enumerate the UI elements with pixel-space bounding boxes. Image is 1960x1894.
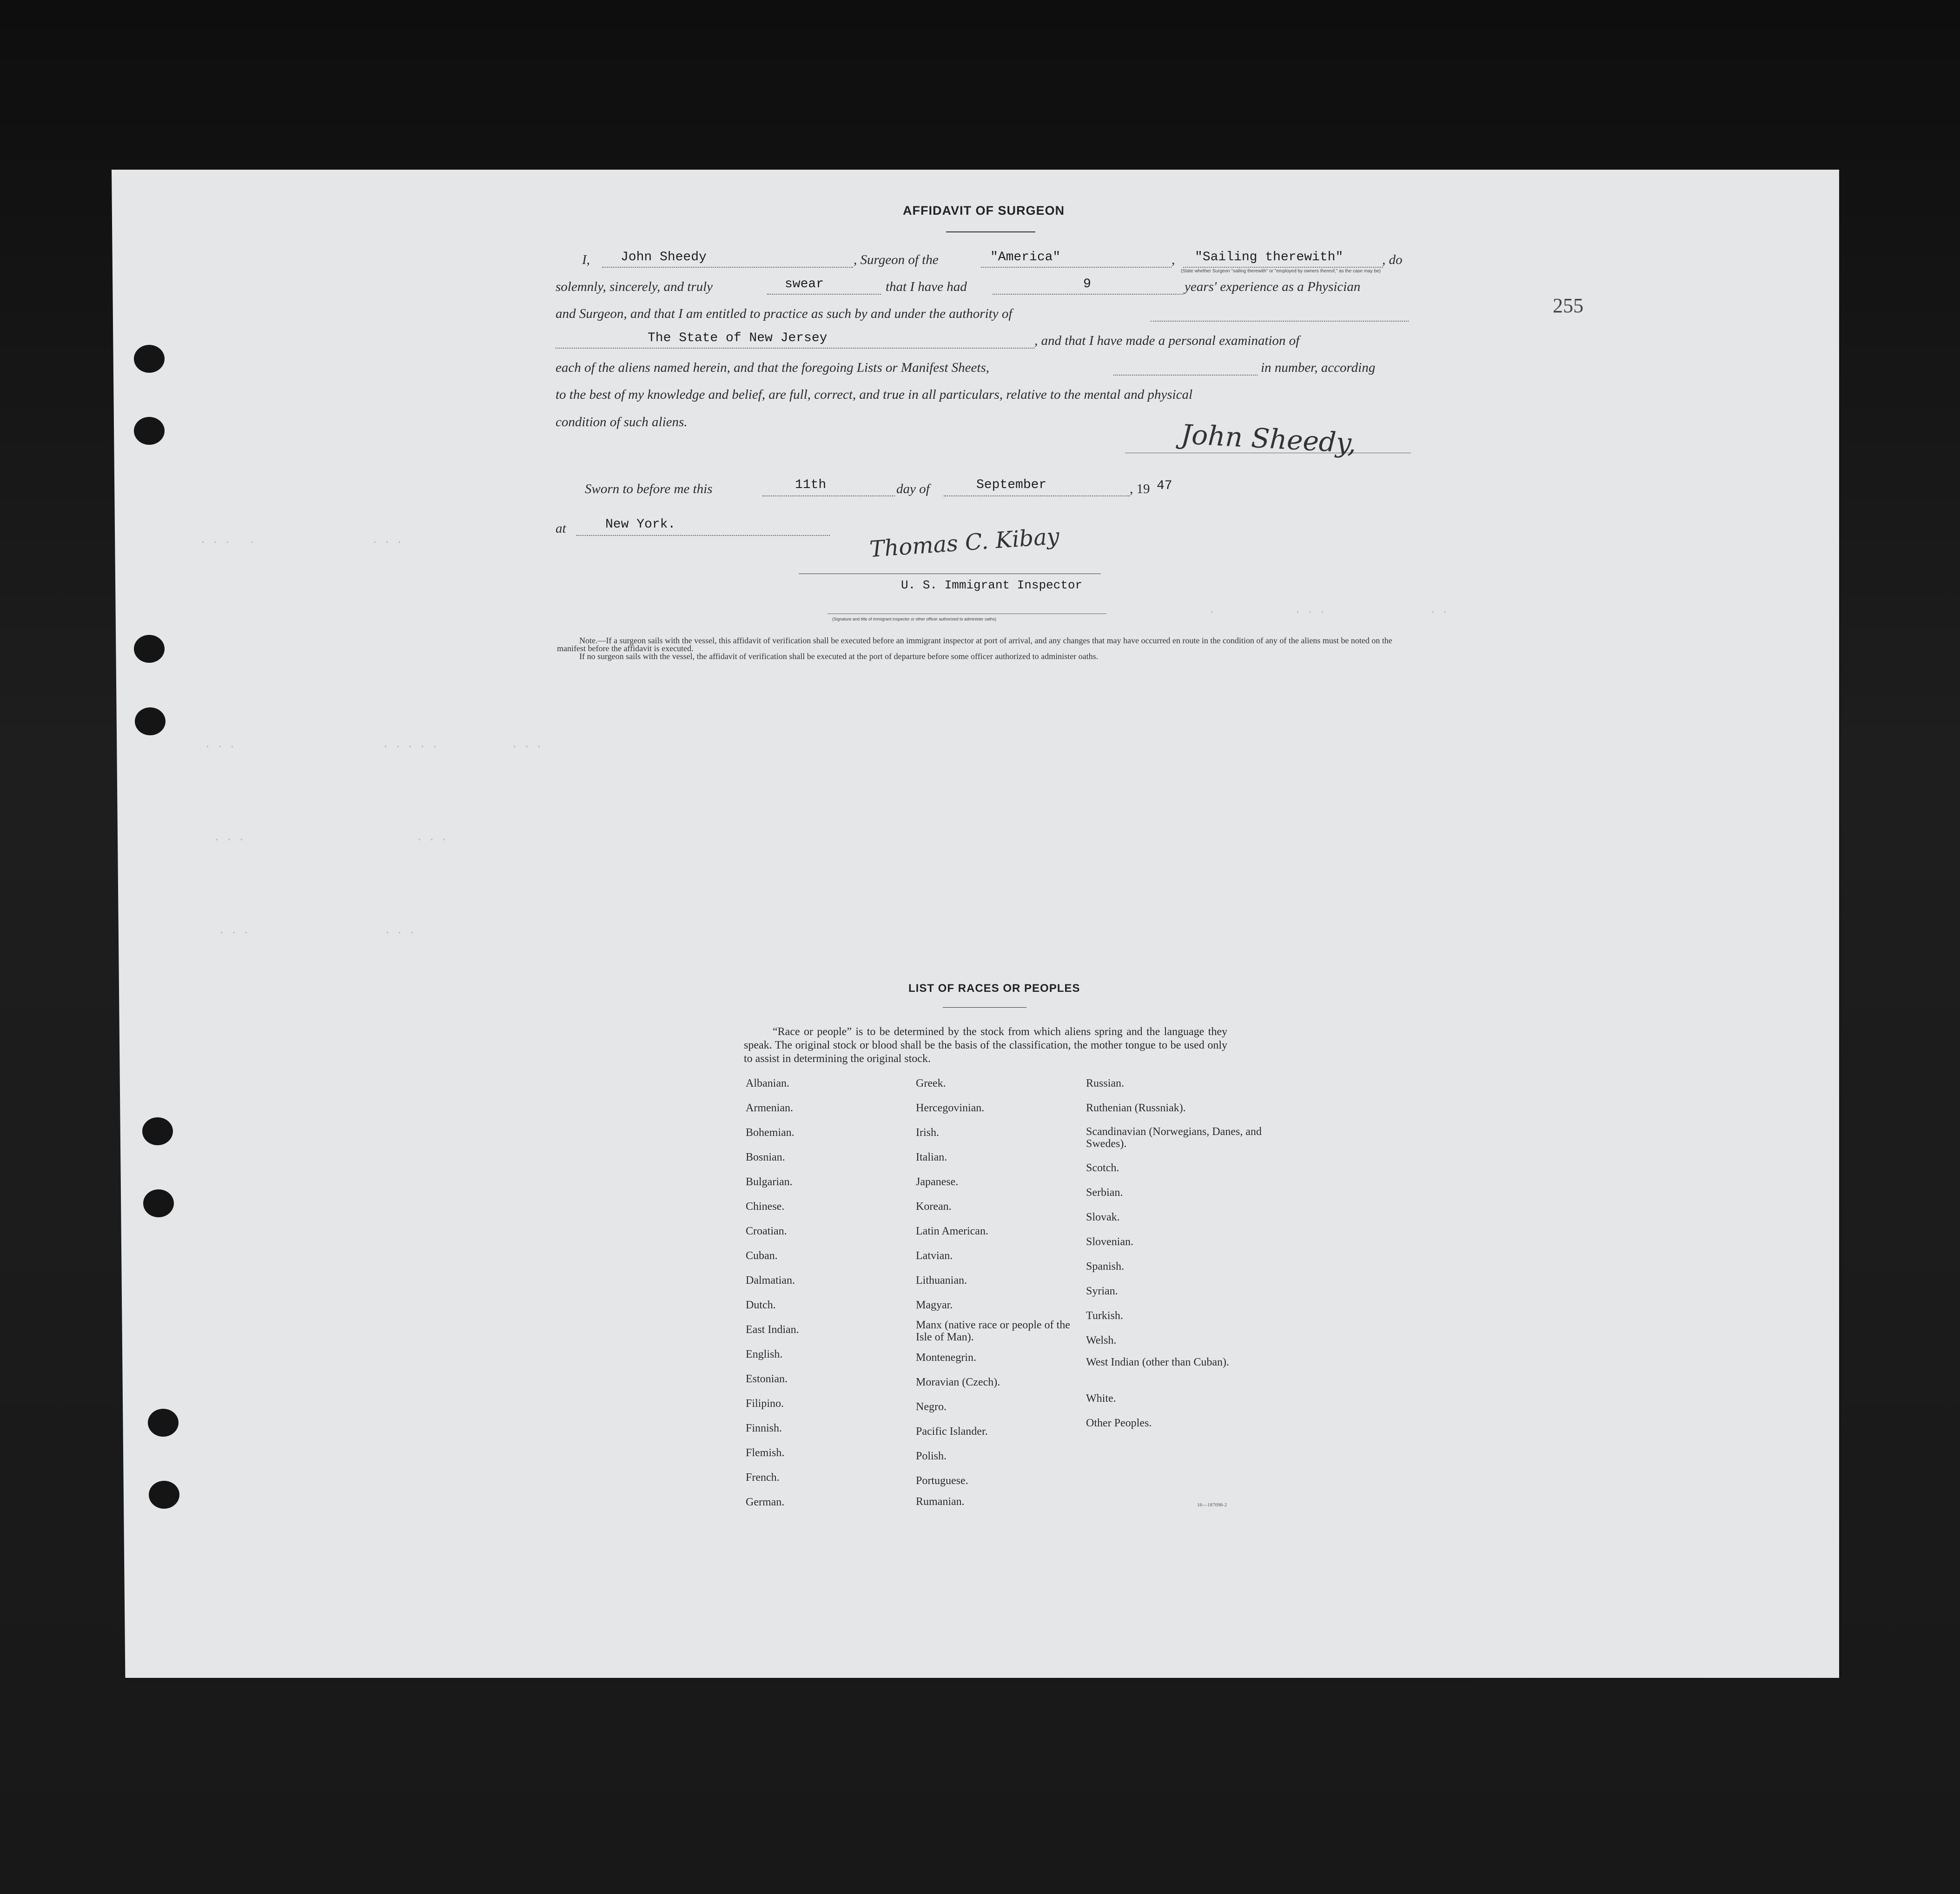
race-item: Albanian.	[746, 1077, 789, 1089]
race-item: Syrian.	[1086, 1285, 1118, 1297]
sworn-year: 47	[1157, 479, 1172, 493]
race-item: Flemish.	[746, 1447, 785, 1459]
race-item: Dutch.	[746, 1299, 776, 1311]
race-item: Latin American.	[916, 1225, 988, 1237]
affidavit-note-line2: If no surgeon sails with the vessel, the affidavit of verification shall be executed at the port of departure before some officer authorized to administer oaths.	[579, 652, 1099, 661]
race-item: Welsh.	[1086, 1334, 1117, 1346]
affidavit-line1-do: , do	[1382, 252, 1403, 267]
race-item: Lithuanian.	[916, 1274, 967, 1287]
day-field-underline	[762, 495, 895, 496]
races-title: LIST OF RACES OR PEOPLES	[908, 982, 1080, 995]
vessel-name: "America"	[990, 250, 1061, 264]
race-item: Slovak.	[1086, 1211, 1120, 1223]
race-item: Finnish.	[746, 1422, 782, 1434]
authority-field-underline-b	[556, 348, 1034, 349]
race-item: White.	[1086, 1392, 1116, 1405]
punch-hole	[149, 1481, 179, 1509]
race-item: Irish.	[916, 1127, 939, 1139]
sworn-place: New York.	[605, 517, 676, 532]
punch-hole	[142, 1117, 173, 1145]
race-item: Dalmatian.	[746, 1274, 795, 1287]
race-item: Negro.	[916, 1401, 947, 1413]
race-item: Russian.	[1086, 1077, 1125, 1089]
affidavit-note-line1: Note.—If a surgeon sails with the vessel, this affidavit of verification shall be executed before an immigrant inspector at port of arrival, and any changes that may have occurred en route in the condition of any of the aliens must be noted on the manifest before the affidavit is executed.	[557, 636, 1392, 653]
name-field-underline	[602, 267, 853, 268]
race-item: English.	[746, 1348, 783, 1360]
bleed-through: . . . . . . .	[200, 535, 403, 546]
race-item: Armenian.	[746, 1102, 793, 1114]
race-item: Pacific Islander.	[916, 1425, 988, 1438]
sworn-day: 11th	[795, 478, 827, 492]
race-item: Slovenian.	[1086, 1236, 1133, 1248]
years-field-underline	[993, 294, 1183, 295]
punch-hole	[134, 635, 165, 663]
punch-hole	[148, 1409, 179, 1437]
page-number: 255	[1553, 294, 1583, 317]
vessel-field-underline	[981, 267, 1172, 268]
race-item: Croatian.	[746, 1225, 787, 1237]
years-experience: 9	[1083, 277, 1091, 291]
affidavit-line4-rest: , and that I have made a personal examination of	[1034, 333, 1300, 348]
punch-hole	[143, 1189, 174, 1217]
bleed-through: . . . . . .	[214, 832, 447, 844]
bleed-through: . . . . . . . . . . .	[205, 739, 543, 751]
race-item: East Indian.	[746, 1324, 799, 1336]
race-item: Manx (native race or people of the Isle of Man).	[916, 1319, 1070, 1343]
surgeon-signature: John Sheedy,	[1180, 418, 1357, 459]
race-item: West Indian (other than Cuban).	[1086, 1356, 1229, 1368]
status-field-note: (State whether Surgeon "sailing therewith" or "employed by owners thereof," as the case may be)	[1181, 269, 1381, 274]
sworn-text-b: day of	[896, 482, 930, 496]
bleed-through: . . . . . .	[219, 925, 415, 937]
affidavit-line3: and Surgeon, and that I am entitled to practice as such by and under the authority of	[556, 306, 1013, 321]
race-item: Moravian (Czech).	[916, 1376, 1000, 1388]
status-field-underline	[1183, 267, 1383, 268]
race-item: Scandinavian (Norwegians, Danes, and Swedes).	[1086, 1126, 1262, 1150]
inspector-signature: Thomas C. Kibay	[868, 523, 1060, 563]
inspector-caption: (Signature and title of immigrant inspector or other officer authorized to administer oaths)	[832, 617, 997, 621]
race-item: Latvian.	[916, 1250, 953, 1262]
oath-field-underline	[767, 294, 881, 295]
sworn-text-c: , 19	[1130, 482, 1150, 496]
affidavit-line2-c: years' experience as a Physician	[1185, 279, 1361, 294]
race-item: Montenegrin.	[916, 1352, 976, 1364]
bleed-through: . . . . . .	[1209, 604, 1448, 616]
race-item: Rumanian.	[916, 1496, 965, 1508]
authority-field-underline-a	[1151, 321, 1409, 322]
oath-type: swear	[785, 277, 824, 291]
affidavit-line5-a: each of the aliens named herein, and that the foregoing Lists or Manifest Sheets,	[556, 360, 989, 375]
punch-hole	[134, 345, 165, 373]
race-item: Italian.	[916, 1151, 947, 1163]
sheets-field-underline	[1113, 375, 1258, 376]
race-item: Other Peoples.	[1086, 1417, 1152, 1429]
race-item: Korean.	[916, 1201, 952, 1213]
race-item: Polish.	[916, 1450, 947, 1462]
form-code: 16—187098-2	[1197, 1502, 1227, 1508]
race-item: French.	[746, 1472, 780, 1484]
month-field-underline	[944, 495, 1130, 496]
surgeon-status: "Sailing therewith"	[1195, 250, 1344, 264]
affidavit-line2-b: that I have had	[886, 279, 967, 294]
race-item: Serbian.	[1086, 1187, 1123, 1199]
affidavit-line1-prefix: I,	[582, 252, 590, 267]
race-item: Filipino.	[746, 1398, 784, 1410]
surgeon-name: John Sheedy	[621, 250, 707, 264]
punch-hole	[135, 707, 166, 735]
race-item: Estonian.	[746, 1373, 788, 1385]
race-item: Japanese.	[916, 1176, 959, 1188]
race-item: Ruthenian (Russniak).	[1086, 1102, 1186, 1114]
affidavit-title: AFFIDAVIT OF SURGEON	[903, 204, 1065, 218]
race-item: Spanish.	[1086, 1260, 1125, 1273]
race-item: Hercegovinian.	[916, 1102, 985, 1114]
race-item: Portuguese.	[916, 1475, 968, 1487]
race-item: Turkish.	[1086, 1310, 1123, 1322]
affidavit-line5-b: in number, according	[1261, 360, 1376, 375]
race-item: Chinese.	[746, 1201, 785, 1213]
place-field-underline	[576, 535, 830, 536]
affidavit-title-rule	[946, 231, 1035, 232]
race-item: Magyar.	[916, 1299, 953, 1311]
at-label: at	[556, 521, 566, 536]
inspector-title: U. S. Immigrant Inspector	[901, 578, 1083, 592]
race-item: Greek.	[916, 1077, 946, 1089]
race-item: German.	[746, 1496, 785, 1508]
punch-hole	[134, 417, 165, 445]
affidavit-line7: condition of such aliens.	[556, 415, 688, 429]
affidavit-line1-surgeon-of: , Surgeon of the	[854, 252, 939, 267]
practice-authority: The State of New Jersey	[648, 331, 828, 345]
sworn-text-a: Sworn to before me this	[585, 482, 713, 496]
affidavit-line6: to the best of my knowledge and belief, are full, correct, and true in all particulars, relative to the mental and physical	[556, 387, 1193, 402]
comma: ,	[1172, 252, 1175, 267]
race-item: Bulgarian.	[746, 1176, 793, 1188]
affidavit-line2-a: solemnly, sincerely, and truly	[556, 279, 713, 294]
affidavit-note	[557, 637, 1422, 660]
race-item: Scotch.	[1086, 1162, 1119, 1174]
sworn-month: September	[976, 478, 1047, 492]
races-title-rule	[943, 1007, 1026, 1008]
race-item: Bosnian.	[746, 1151, 785, 1163]
race-item: Bohemian.	[746, 1127, 795, 1139]
race-item: Cuban.	[746, 1250, 778, 1262]
races-intro: “Race or people” is to be determined by the stock from which aliens spring and the language they speak. The original stock or blood shall be the basis of the classification, the mother tongue to be used only to assist in determining the original stock.	[744, 1026, 1227, 1065]
